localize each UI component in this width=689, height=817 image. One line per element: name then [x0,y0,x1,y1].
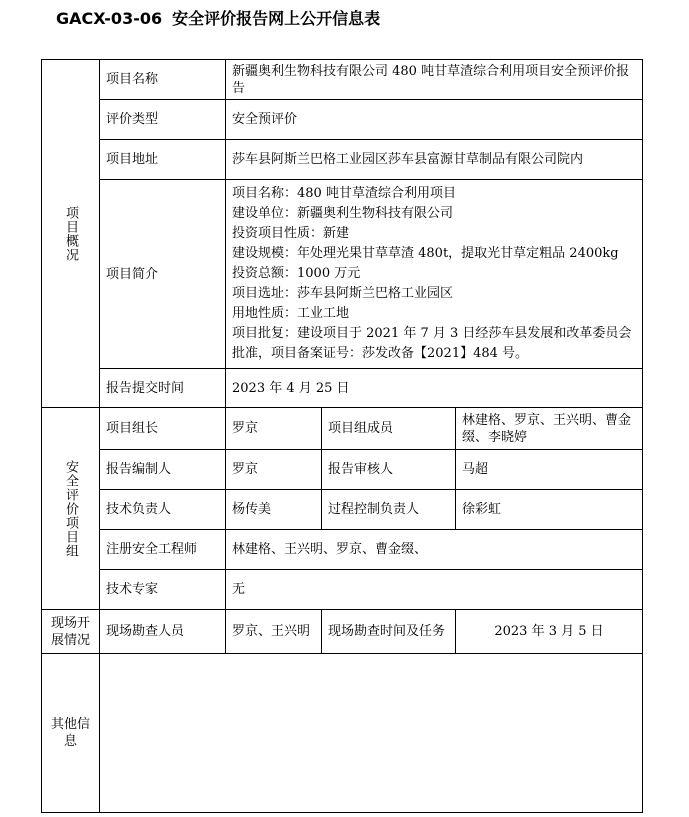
form-title: 安全评价报告网上公开信息表 [172,9,381,28]
intro-line: 建设单位：新疆奥利生物科技有限公司 [232,206,454,221]
tech-lead-value: 杨传美 [226,490,322,530]
row-author [42,450,643,490]
form-code: GACX-03-06 [56,9,163,28]
eval-type-label: 评价类型 [100,100,226,140]
engineers-value: 林建格、王兴明、罗京、曹金缀、 [226,530,643,570]
row-tech-lead [42,490,643,530]
tech-lead-label: 技术负责人 [100,490,226,530]
address-label: 项目地址 [100,140,226,180]
expert-label: 技术专家 [100,570,226,610]
intro-line: 投资项目性质：新建 [232,226,350,241]
row-address [42,140,643,180]
row-submit-time [42,369,643,408]
reviewer-label: 报告审核人 [322,450,456,490]
engineers-label: 注册安全工程师 [100,530,226,570]
info-table [41,59,643,813]
eval-type-value: 安全预评价 [226,100,643,140]
author-value: 罗京 [226,450,322,490]
other-value [100,654,643,813]
row-project-name [42,60,643,100]
row-expert [42,570,643,610]
section-other: 其他信息 [42,654,100,813]
members-label: 项目组成员 [322,408,456,450]
project-name-value: 新疆奥利生物科技有限公司 480 吨甘草渣综合利用项目安全预评价报告 [226,60,643,100]
submit-time-value: 2023 年 4 月 25 日 [226,369,643,408]
intro-line: 项目批复：建设项目于 2021 年 7 月 3 日经莎车县发展和改革委员会批准，项目备案证号：莎发改备【2021】484 号。 [232,326,632,361]
intro-line: 项目选址：莎车县阿斯兰巴格工业园区 [232,286,454,301]
row-engineers [42,530,643,570]
intro-line: 项目名称：480 吨甘草渣综合利用项目 [232,186,456,201]
intro-label: 项目简介 [100,180,226,369]
members-value: 林建格、罗京、王兴明、曹金缀、李晓婷 [456,408,643,450]
address-value: 莎车县阿斯兰巴格工业园区莎车县富源甘草制品有限公司院内 [226,140,643,180]
process-lead-value: 徐彩虹 [456,490,643,530]
section-site: 现场开展情况 [42,610,100,654]
intro-value [226,180,643,369]
survey-time-value: 2023 年 3 月 5 日 [456,610,643,654]
survey-staff-value: 罗京、王兴明 [226,610,322,654]
expert-value: 无 [226,570,643,610]
row-other [42,654,643,813]
row-intro [42,180,643,369]
project-name-label: 项目名称 [100,60,226,100]
row-leader [42,408,643,450]
row-site [42,610,643,654]
intro-line: 用地性质：工业工地 [232,306,350,321]
survey-staff-label: 现场勘查人员 [100,610,226,654]
submit-time-label: 报告提交时间 [100,369,226,408]
author-label: 报告编制人 [100,450,226,490]
document-title [56,6,380,29]
process-lead-label: 过程控制负责人 [322,490,456,530]
section-team: 安全评价项目组 [42,408,100,610]
leader-label: 项目组长 [100,408,226,450]
intro-line: 建设规模：年处理光果甘草草渣 480t，提取光甘草定粗品 2400kg [232,246,619,261]
section-overview: 项目概况 [42,60,100,408]
survey-time-label: 现场勘查时间及任务 [322,610,456,654]
reviewer-value: 马超 [456,450,643,490]
leader-value: 罗京 [226,408,322,450]
row-eval-type [42,100,643,140]
intro-line: 投资总额：1000 万元 [232,266,361,281]
